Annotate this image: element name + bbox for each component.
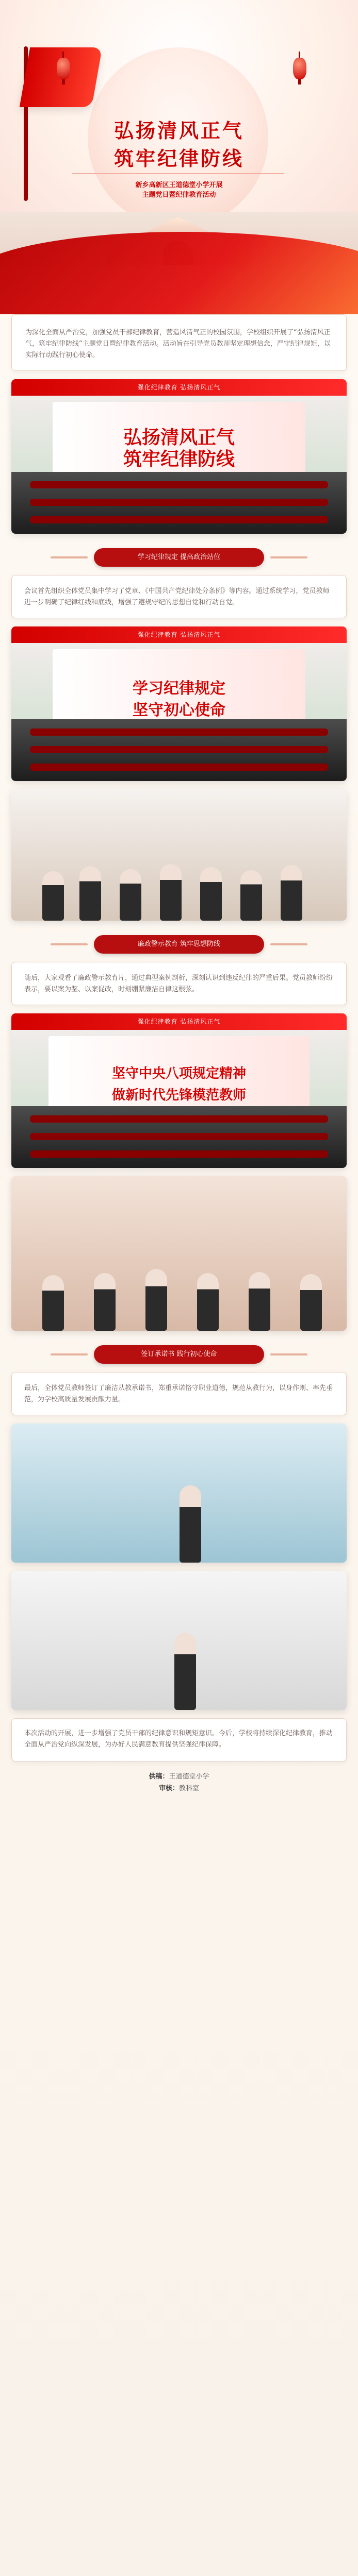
hero-title-line-2: 筑牢纪律防线 (113, 147, 244, 170)
photo-stage-caption (48, 1063, 310, 1106)
intro-text: 为深化全面从严治党，加强党员干部纪律教育，营造风清气正的校园氛围，学校组织开展了“弘扬清风正气，筑牢纪律防线”主题党日暨纪律教育活动。活动旨在引导党员教师坚定理想信念，严守纪律规矩，以实际行动践行初心使命。 (25, 329, 331, 359)
section-title-2: 廉政警示教育 筑牢思想防线 (94, 935, 264, 954)
chair-row (30, 1150, 328, 1158)
photo-banner-text: 强化纪律教育 弘扬清风正气 (137, 631, 221, 638)
photo-screen (11, 379, 347, 534)
person (42, 1275, 64, 1331)
chair-row (30, 481, 328, 488)
section-title-1: 学习纪律规定 提高政治站位 (94, 548, 264, 567)
hero-subtitle-line-1: 新乡高新区王道德堂小学开展 (135, 181, 223, 189)
photo-banner (11, 626, 347, 643)
meta-editor-row (104, 1771, 254, 1783)
meta-editor-label: 供稿： (149, 1773, 169, 1781)
people-group (32, 1501, 326, 1563)
photo-stage-caption (53, 427, 305, 470)
photo-signing-2 (11, 1571, 347, 1710)
hero-subtitle-line-2: 主题党日暨纪律教育活动 (142, 191, 216, 199)
people-group (32, 859, 326, 921)
photo-stage-1 (11, 379, 347, 534)
chair-row (30, 764, 328, 771)
person (281, 865, 302, 921)
photo-screen (11, 1013, 347, 1168)
person (160, 864, 182, 921)
lantern-right-icon (293, 58, 306, 79)
meta-editor-value: 王道德堂小学 (169, 1773, 209, 1781)
photo-banner-text: 强化纪律教育 弘扬清风正气 (137, 1018, 221, 1025)
hero-subtitle (0, 180, 358, 200)
audience-area (11, 719, 347, 781)
chair-row (30, 1133, 328, 1140)
person (174, 1633, 196, 1710)
lantern-left-icon (57, 58, 70, 79)
photo-stage-caption-line-2: 坚守初心使命 (133, 701, 225, 719)
photo-banner-text: 强化纪律教育 弘扬清风正气 (137, 384, 221, 391)
hero-title-line-1: 弘扬清风正气 (113, 119, 244, 142)
photo-stage-caption-line-1: 弘扬清风正气 (123, 427, 235, 448)
photo-stage-caption (53, 678, 305, 721)
person (249, 1272, 270, 1331)
person (180, 1485, 201, 1563)
audience-area (11, 472, 347, 534)
person (197, 1273, 219, 1331)
section-card-2 (11, 962, 347, 1005)
hero-divider (72, 173, 284, 174)
photo-banner (11, 379, 347, 396)
person (300, 1274, 322, 1331)
photo-banner (11, 1013, 347, 1030)
person (94, 1273, 116, 1331)
person (240, 870, 262, 921)
section-card-1 (11, 575, 347, 618)
chair-row (30, 746, 328, 753)
chair-row (30, 499, 328, 506)
chair-row (30, 516, 328, 523)
audience-area (11, 1106, 347, 1168)
section-title-3: 签订承诺书 践行初心使命 (94, 1345, 264, 1364)
photo-signing-1 (11, 1423, 347, 1563)
section-text-2: 随后，大家观看了廉政警示教育片，通过典型案例剖析，深刻认识到违反纪律的严重后果。党员教师纷纷表示，要以案为鉴、以案促改，时刻绷紧廉洁自律这根弦。 (24, 974, 333, 993)
section-card-3 (11, 1372, 347, 1415)
photo-stage-2 (11, 626, 347, 781)
meta-review-value: 教科室 (179, 1785, 200, 1792)
photo-stage-caption-line-2: 做新时代先锋模范教师 (111, 1088, 246, 1103)
photo-classroom-1 (11, 789, 347, 921)
hero-banner (0, 0, 358, 314)
chair-row (30, 1115, 328, 1123)
summary-text: 本次活动的开展，进一步增强了党员干部的纪律意识和规矩意识。今后，学校将持续深化纪律教育，推动全面从严治党向纵深发展，为办好人民满意教育提供坚强纪律保障。 (24, 1730, 333, 1749)
meta-review-label: 审核： (158, 1785, 179, 1792)
intro-card (11, 314, 347, 371)
meta-review-row (104, 1783, 254, 1794)
people-group (32, 1648, 326, 1710)
photo-stage-3 (11, 1013, 347, 1168)
article-meta (104, 1771, 254, 1794)
summary-card (11, 1718, 347, 1761)
hero-red-wave (0, 232, 358, 314)
person (120, 869, 141, 921)
photo-screen (11, 626, 347, 781)
person (145, 1269, 167, 1331)
chair-row (30, 728, 328, 736)
person (42, 871, 64, 921)
photo-stage-caption-line-2: 筑牢纪律防线 (123, 448, 235, 470)
person (79, 866, 101, 921)
photo-stage-caption-line-1: 学习纪律规定 (133, 680, 225, 698)
hero-title (0, 120, 358, 170)
people-group (32, 1269, 326, 1331)
photo-stage-caption-line-1: 坚守中央八项规定精神 (111, 1066, 246, 1081)
section-text-3: 最后，全体党员教师签订了廉洁从教承诺书，郑重承诺恪守职业道德，规范从教行为，以身作则、率先垂范，为学校高质量发展贡献力量。 (24, 1384, 333, 1403)
section-text-1: 会议首先组织全体党员集中学习了党章、《中国共产党纪律处分条例》等内容。通过系统学习，党员教师进一步明确了纪律红线和底线，增强了遵规守纪的思想自觉和行动自觉。 (24, 587, 330, 606)
photo-classroom-2 (11, 1176, 347, 1331)
person (200, 867, 222, 921)
